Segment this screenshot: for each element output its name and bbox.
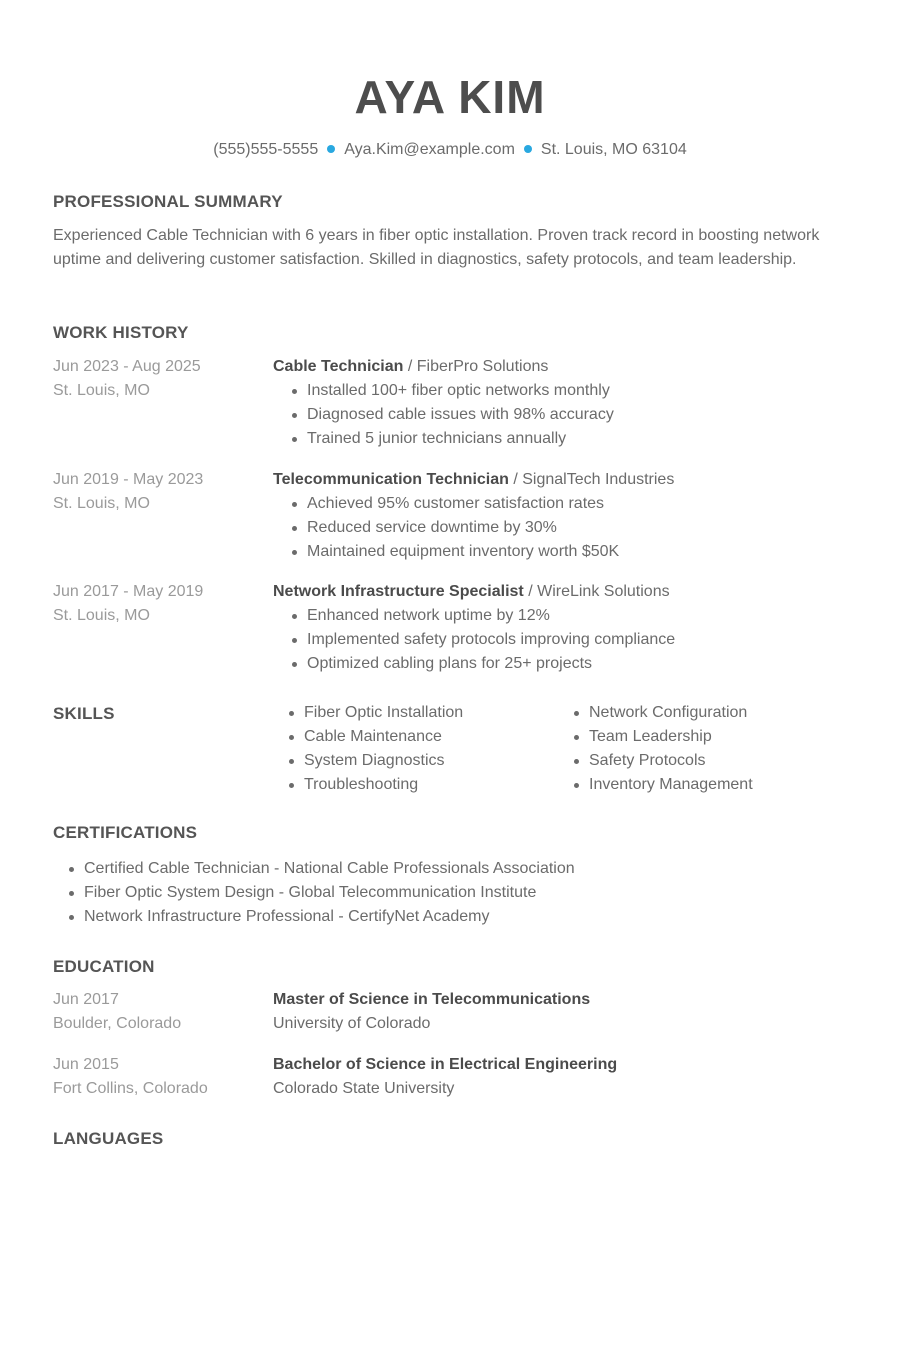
certifications-heading: CERTIFICATIONS bbox=[53, 823, 198, 842]
languages-heading: LANGUAGES bbox=[53, 1129, 164, 1148]
skills-column-2 bbox=[558, 701, 838, 797]
job-title: Cable Technician bbox=[273, 358, 404, 375]
education-date: Jun 2017 bbox=[53, 991, 119, 1008]
skills-list bbox=[572, 701, 838, 797]
job-dates: Jun 2017 - May 2019 bbox=[53, 583, 204, 600]
degree-title: Bachelor of Science in Electrical Engineering bbox=[273, 1056, 618, 1073]
job-1-details bbox=[273, 355, 863, 451]
list-item: Diagnosed cable issues with 98% accuracy bbox=[290, 403, 863, 427]
education-2-details bbox=[273, 1053, 863, 1101]
email-address: Aya.Kim@example.com bbox=[344, 141, 515, 158]
job-3-details bbox=[273, 580, 863, 676]
job-dates: Jun 2023 - Aug 2025 bbox=[53, 358, 201, 375]
education-1-details bbox=[273, 988, 863, 1036]
education-date: Jun 2015 bbox=[53, 1056, 119, 1073]
job-location: St. Louis, MO bbox=[53, 607, 150, 624]
job-location: St. Louis, MO bbox=[53, 382, 150, 399]
certifications-list bbox=[53, 857, 853, 929]
job-company: / WireLink Solutions bbox=[523, 583, 670, 600]
education-2-meta bbox=[53, 1053, 263, 1101]
address: St. Louis, MO 63104 bbox=[540, 141, 687, 158]
job-bullets bbox=[290, 492, 863, 564]
job-2-details bbox=[273, 468, 863, 564]
education-location: Fort Collins, Colorado bbox=[53, 1080, 208, 1097]
certification-item: Fiber Optic System Design - Global Telecommunication Institute bbox=[67, 881, 853, 905]
phone-number: (555)555-5555 bbox=[213, 141, 319, 158]
job-location: St. Louis, MO bbox=[53, 495, 150, 512]
skill-item: Fiber Optic Installation bbox=[287, 701, 553, 725]
degree-title: Master of Science in Telecommunications bbox=[273, 991, 591, 1008]
resume-name: AYA KIM bbox=[354, 71, 546, 123]
skill-item: Team Leadership bbox=[572, 725, 838, 749]
job-3-meta bbox=[53, 580, 263, 628]
list-item: Optimized cabling plans for 25+ projects bbox=[290, 652, 863, 676]
separator-dot-icon bbox=[327, 145, 335, 153]
skill-item: Cable Maintenance bbox=[287, 725, 553, 749]
certifications-bullets bbox=[67, 857, 853, 929]
work-history-heading: WORK HISTORY bbox=[53, 323, 189, 342]
list-item: Achieved 95% customer satisfaction rates bbox=[290, 492, 863, 516]
certification-item: Certified Cable Technician - National Cable Professionals Association bbox=[67, 857, 853, 881]
skills-column-1 bbox=[273, 701, 553, 797]
skill-item: Safety Protocols bbox=[572, 749, 838, 773]
job-title: Telecommunication Technician bbox=[273, 471, 509, 488]
list-item: Enhanced network uptime by 12% bbox=[290, 604, 863, 628]
list-item: Reduced service downtime by 30% bbox=[290, 516, 863, 540]
skill-item: System Diagnostics bbox=[287, 749, 553, 773]
education-1-meta bbox=[53, 988, 263, 1036]
summary-text: Experienced Cable Technician with 6 years in fiber optic installation. Proven track record in boosting network uptime and delivering customer satisfaction. Skilled in diagnostics, safety protocols, and team leadership. bbox=[53, 227, 820, 268]
school-name: University of Colorado bbox=[273, 1015, 431, 1032]
skill-item: Troubleshooting bbox=[287, 773, 553, 797]
job-title: Network Infrastructure Specialist bbox=[273, 583, 524, 600]
summary-heading: PROFESSIONAL SUMMARY bbox=[53, 192, 283, 211]
certification-item: Network Infrastructure Professional - CertifyNet Academy bbox=[67, 905, 853, 929]
job-1-meta bbox=[53, 355, 263, 403]
job-heading bbox=[273, 580, 863, 604]
job-bullets bbox=[290, 604, 863, 676]
job-company: / FiberPro Solutions bbox=[403, 358, 549, 375]
separator-dot-icon bbox=[524, 145, 532, 153]
list-item: Implemented safety protocols improving compliance bbox=[290, 628, 863, 652]
school-name: Colorado State University bbox=[273, 1080, 455, 1097]
skills-heading: SKILLS bbox=[53, 704, 115, 723]
skills-list bbox=[287, 701, 553, 797]
education-location: Boulder, Colorado bbox=[53, 1015, 182, 1032]
job-2-meta bbox=[53, 468, 263, 516]
skill-item: Network Configuration bbox=[572, 701, 838, 725]
list-item: Installed 100+ fiber optic networks monthly bbox=[290, 379, 863, 403]
job-company: / SignalTech Industries bbox=[508, 471, 675, 488]
job-dates: Jun 2019 - May 2023 bbox=[53, 471, 204, 488]
skill-item: Inventory Management bbox=[572, 773, 838, 797]
contact-line bbox=[0, 141, 900, 159]
list-item: Maintained equipment inventory worth $50K bbox=[290, 540, 863, 564]
education-heading: EDUCATION bbox=[53, 957, 155, 976]
job-heading bbox=[273, 355, 863, 379]
list-item: Trained 5 junior technicians annually bbox=[290, 427, 863, 451]
job-heading bbox=[273, 468, 863, 492]
job-bullets bbox=[290, 379, 863, 451]
